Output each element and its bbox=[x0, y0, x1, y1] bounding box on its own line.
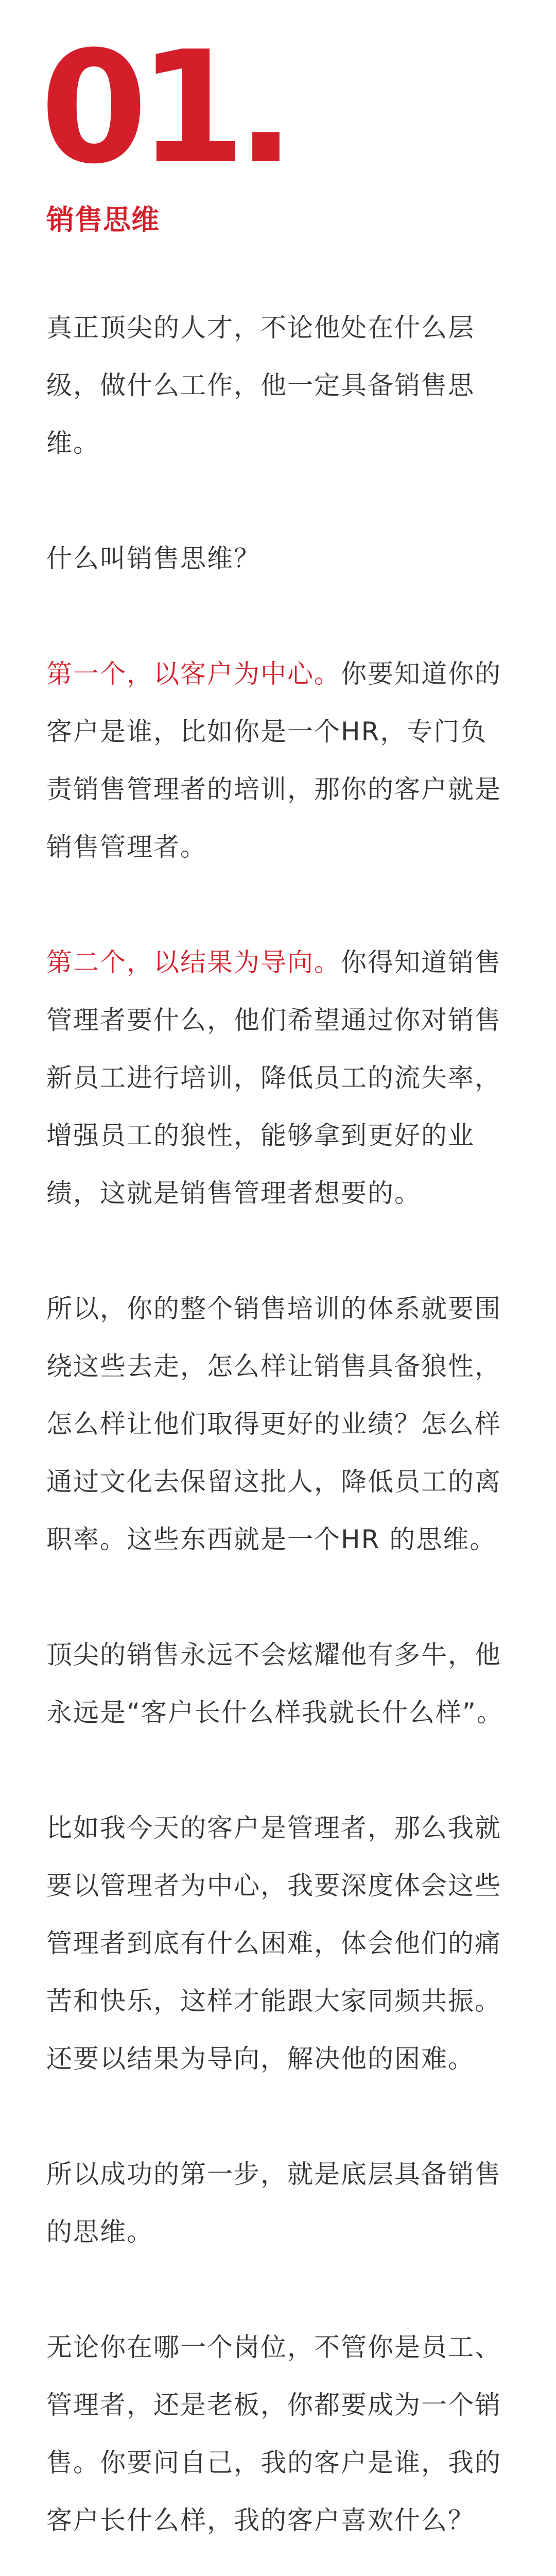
highlight-customer-centric: 第一个，以客户为中心。 bbox=[46, 659, 341, 689]
paragraph-first-step: 所以成功的第一步，就是底层具备销售的思维。 bbox=[46, 2159, 501, 2247]
section-title: 销售思维 bbox=[46, 204, 160, 236]
paragraph-result-oriented bbox=[46, 934, 510, 1222]
paragraph-result-oriented-body: 你得知道销售管理者要什么，他们希望通过你对销售新员工进行培训，降低员工的流失率，增强员工的狼性，能够拿到更好的业绩，这就是销售管理者想要的。 bbox=[46, 947, 501, 1208]
section-number: 01. bbox=[40, 18, 286, 198]
paragraph-intro: 真正顶尖的人才，不论他处在什么层级，做什么工作，他一定具备销售思维。 bbox=[46, 313, 475, 458]
paragraph-top-sales: 顶尖的销售永远不会炫耀他有多牛，他永远是“客户长什么样我就长什么样”。 bbox=[46, 1640, 503, 1727]
article-body bbox=[46, 299, 510, 2576]
paragraph-customer-centric-body: 你要知道你的客户是谁，比如你是一个HR，专门负责销售管理者的培训，那你的客户就是销售管理者。 bbox=[46, 659, 501, 862]
paragraph-every-role: 无论你在哪一个岗位，不管你是员工、管理者，还是老板，你都要成为一个销售。你要问自己，我的客户是谁，我的客户长什么样，我的客户喜欢什么？ bbox=[46, 2332, 501, 2535]
highlight-result-oriented: 第二个，以结果为导向。 bbox=[46, 947, 341, 977]
paragraph-training-system: 所以，你的整个销售培训的体系就要围绕这些去走，怎么样让销售具备狼性，怎么样让他们取得更好的业绩？怎么样通过文化去保留这批人，降低员工的离职率。这些东西就是一个HR 的思维。 bbox=[46, 1294, 501, 1554]
paragraph-question: 什么叫销售思维？ bbox=[46, 544, 260, 573]
paragraph-customer-centric bbox=[46, 645, 510, 876]
paragraph-example: 比如我今天的客户是管理者，那么我就要以管理者为中心，我要深度体会这些管理者到底有什么困难，体会他们的痛苦和快乐，这样才能跟大家同频共振。还要以结果为导向，解决他的困难。 bbox=[46, 1813, 501, 2074]
